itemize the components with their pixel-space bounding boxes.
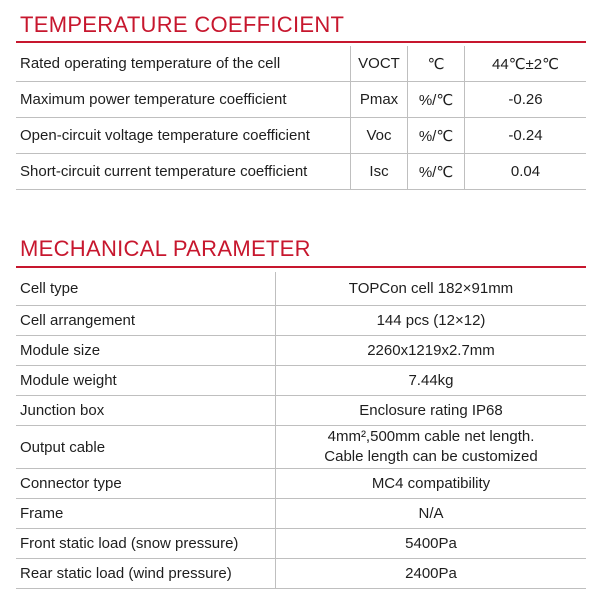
parameter-label: Module weight — [16, 366, 276, 396]
mechanical-parameter-table — [16, 272, 586, 589]
mechanical-title-rule — [16, 266, 586, 268]
parameter-label: Connector type — [16, 469, 276, 499]
mechanical-parameter-title: MECHANICAL PARAMETER — [20, 236, 311, 261]
table-row — [16, 396, 586, 426]
parameter-unit: %/℃ — [408, 82, 465, 118]
parameter-label: Junction box — [16, 396, 276, 426]
table-row — [16, 529, 586, 559]
parameter-label: Module size — [16, 336, 276, 366]
parameter-unit: %/℃ — [408, 154, 465, 190]
parameter-value: N/A — [276, 499, 587, 529]
parameter-label: Cell arrangement — [16, 306, 276, 336]
table-row — [16, 499, 586, 529]
table-row — [16, 559, 586, 589]
parameter-label: Short-circuit current temperature coefficient — [16, 154, 351, 190]
temperature-title-rule — [16, 41, 586, 43]
parameter-symbol: Pmax — [351, 82, 408, 118]
parameter-value: 144 pcs (12×12) — [276, 306, 587, 336]
parameter-unit: ℃ — [408, 46, 465, 82]
parameter-value: -0.26 — [465, 82, 587, 118]
value-line-2: Cable length can be customized — [324, 448, 538, 465]
parameter-value: Enclosure rating IP68 — [276, 396, 587, 426]
parameter-label: Rated operating temperature of the cell — [16, 46, 351, 82]
parameter-unit: %/℃ — [408, 118, 465, 154]
table-row — [16, 306, 586, 336]
parameter-value: 5400Pa — [276, 529, 587, 559]
parameter-label: Output cable — [16, 426, 276, 469]
parameter-symbol: Isc — [351, 154, 408, 190]
parameter-label: Front static load (snow pressure) — [16, 529, 276, 559]
parameter-label: Frame — [16, 499, 276, 529]
table-row — [16, 82, 586, 118]
parameter-label: Open-circuit voltage temperature coefficient — [16, 118, 351, 154]
parameter-label: Maximum power temperature coefficient — [16, 82, 351, 118]
table-row — [16, 46, 586, 82]
parameter-value: 0.04 — [465, 154, 587, 190]
parameter-symbol: Voc — [351, 118, 408, 154]
table-row — [16, 154, 586, 190]
parameter-value: TOPCon cell 182×91mm — [276, 272, 587, 306]
parameter-value: 2400Pa — [276, 559, 587, 589]
table-row — [16, 426, 586, 469]
table-row — [16, 366, 586, 396]
parameter-value: 2260x1219x2.7mm — [276, 336, 587, 366]
parameter-value: 44℃±2℃ — [465, 46, 587, 82]
parameter-symbol: VOCT — [351, 46, 408, 82]
temperature-coefficient-table — [16, 46, 586, 190]
parameter-label: Cell type — [16, 272, 276, 306]
value-line-1: 4mm²,500mm cable net length. — [327, 428, 535, 445]
table-row — [16, 336, 586, 366]
parameter-value: MC4 compatibility — [276, 469, 587, 499]
parameter-value — [276, 426, 587, 469]
parameter-value: 7.44kg — [276, 366, 587, 396]
parameter-value: -0.24 — [465, 118, 587, 154]
parameter-label: Rear static load (wind pressure) — [16, 559, 276, 589]
temperature-coefficient-title: TEMPERATURE COEFFICIENT — [20, 12, 345, 37]
table-row — [16, 469, 586, 499]
table-row — [16, 118, 586, 154]
table-row — [16, 272, 586, 306]
